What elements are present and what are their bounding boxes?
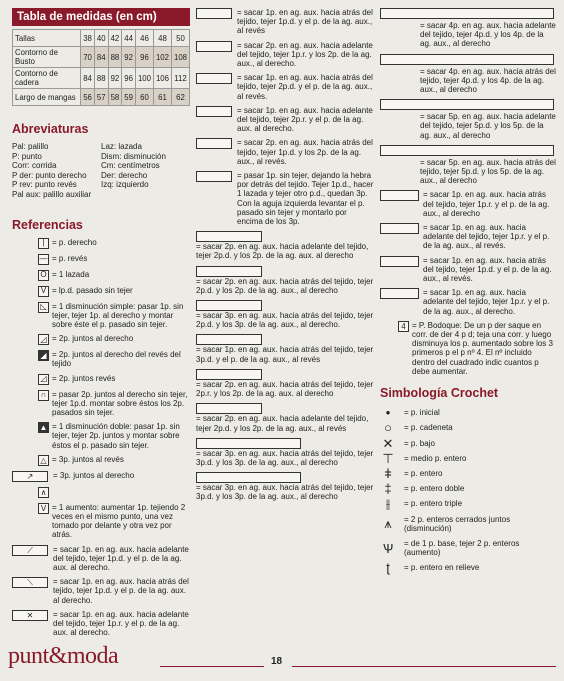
brand-logo: punt&moda	[8, 643, 119, 669]
cable-item	[196, 138, 374, 166]
reference-item	[12, 487, 190, 498]
cable-symbol-icon	[380, 190, 419, 201]
abbreviation-item: Pal aux: palillo auxiliar	[12, 189, 92, 199]
crochet-text: = p. entero en relieve	[404, 563, 480, 573]
cable-item	[380, 8, 556, 49]
crochet-symbol-list	[380, 405, 556, 576]
reference-text: = p. revés	[52, 253, 88, 263]
crochet-text: = p. entero doble	[404, 484, 465, 494]
crochet-text: = p. bajo	[404, 438, 435, 448]
crochet-item	[380, 481, 556, 497]
size-cell: 100	[135, 68, 153, 89]
size-cell: 60	[135, 89, 153, 106]
cable-item	[196, 334, 374, 363]
size-cell: 61	[153, 89, 171, 106]
reference-item	[12, 350, 190, 368]
crochet-symbol-icon: ○	[384, 420, 392, 436]
cable-text: = sacar 1p. en ag. aux. hacia atrás del tejido, tejer 1p.r. y el p. de la ag. aux., al derecho	[423, 190, 550, 218]
abbreviation-item	[101, 190, 190, 200]
stitch-symbol-icon: ◺	[38, 302, 49, 313]
reference-text: = pasar 2p. juntos al derecho sin tejer, tejer 1p.d. montar sobre éstos los 2p. pasados sin tejer.	[52, 389, 188, 417]
stitch-symbol-icon: ↗	[12, 471, 48, 482]
stitch-symbol-icon: ◿	[38, 374, 49, 385]
size-cell: 38	[81, 30, 95, 47]
abbreviation-item: Cm: centímetros	[101, 161, 160, 171]
size-cell: 40	[94, 30, 108, 47]
crochet-symbol-icon: ǂ	[384, 465, 392, 481]
cable-symbol-icon	[380, 223, 419, 234]
cable-symbol-icon	[196, 403, 262, 414]
stitch-symbol-icon: ✕	[12, 610, 48, 621]
cable-text: = pasar 1p. sin tejer, dejando la hebra por detrás del tejido. Tejer 1p.d., hacer 1 lazada y tejer otro p.d., quedan 3p. Con la aguja izquierda levantar el p. pasado sin tejer y montarlo por encima de los 3p.	[237, 171, 374, 227]
size-table-row	[13, 30, 190, 47]
size-cell: 92	[122, 47, 136, 68]
crochet-symbol-icon: •	[385, 405, 391, 421]
cable-symbol-icon	[196, 266, 262, 277]
cable-item	[196, 266, 374, 295]
abbreviations-list	[12, 142, 190, 200]
size-row-label: Contorno de Busto	[13, 47, 81, 68]
references-title: Referencias	[12, 217, 83, 232]
cable-symbol-icon	[196, 41, 232, 52]
cable-text: = sacar 3p. en ag. aux. hacia atrás del tejido, tejer 3p.d. y los 3p. de la ag. aux., al derecho	[196, 483, 374, 502]
size-cell: 42	[108, 30, 122, 47]
crochet-symbol-icon: ‡	[384, 481, 392, 497]
crochet-item	[380, 420, 556, 436]
crochet-text: = p. inicial	[404, 408, 440, 418]
size-cell: 92	[108, 68, 122, 89]
footer-rule-right	[292, 666, 556, 667]
stitch-symbol-icon: ◢	[38, 350, 49, 361]
cable-item	[196, 369, 374, 398]
cable-text: = sacar 5p. en ag. aux. hacia atrás del tejido, tejer 5p.d. y los 5p. de la ag. aux., al derecho	[420, 157, 556, 186]
abbreviation-item: Corr: corrida	[12, 161, 57, 171]
reference-item	[12, 270, 190, 281]
reference-item	[12, 610, 190, 638]
crochet-symbol-icon: ⫲	[385, 496, 391, 512]
reference-item	[12, 471, 190, 482]
cable-symbol-icon	[196, 438, 301, 449]
cable-symbol-icon	[380, 54, 554, 65]
cable-item	[380, 54, 556, 95]
crochet-symbol-icon: Ѱ	[382, 540, 394, 556]
reference-item	[12, 238, 190, 249]
reference-text: = 1 lazada	[52, 269, 90, 279]
abbreviation-item: Dism: disminución	[101, 151, 166, 161]
crochet-text: = de 1 p. base, tejer 2 p. enteros (aumento)	[404, 538, 520, 558]
cable-text: = sacar 3p. en ag. aux. hacia atrás del tejido, tejer 3p.d. y los 3p. de la ag. aux., al derecho	[196, 448, 374, 467]
abbreviations-left	[12, 142, 101, 200]
crochet-item	[380, 405, 556, 421]
abbreviations-title: Abreviaturas	[12, 122, 89, 136]
stitch-symbol-icon: ◿	[38, 334, 49, 345]
abbreviation-item: Pal: palillo	[12, 142, 49, 151]
reference-text: = sacar 1p. en ag. aux. hacia adelante del tejido, tejer 1p.d. y el p. de la ag. aux. al derecho.	[53, 544, 189, 573]
stitch-symbol-icon: ∩	[38, 390, 49, 401]
abbreviation-item: Laz: lazada	[101, 142, 142, 151]
cable-item	[196, 300, 374, 329]
reference-item	[12, 254, 190, 265]
cable-item	[380, 145, 556, 186]
size-cell: 112	[171, 68, 189, 89]
cable-text: = sacar 5p. en ag. aux. hacia adelante del tejido, tejer 5p.d. y los 5p. de la ag. aux., al derecho	[420, 112, 556, 140]
size-row-label: Tallas	[13, 30, 81, 47]
reference-item	[12, 390, 190, 418]
stitch-symbol-icon: O	[38, 270, 49, 281]
size-cell: 108	[171, 47, 189, 68]
size-cell: 96	[135, 47, 153, 68]
cable-symbol-icon	[380, 145, 554, 156]
footer-rule-left	[160, 666, 264, 667]
cable-item	[196, 403, 374, 432]
abbreviations-right	[101, 142, 190, 200]
crochet-item	[380, 539, 556, 557]
size-cell: 84	[94, 47, 108, 68]
cable-symbol-icon	[196, 300, 262, 311]
cable-item	[380, 256, 556, 284]
crochet-text: = medio p. entero	[404, 453, 467, 463]
size-row-label: Largo de mangas	[13, 89, 81, 106]
cable-text: = sacar 4p. en ag. aux. hacia adelante del tejido, tejer 4p.d. y los 4p. de la ag. aux., al derecho	[420, 21, 556, 49]
reference-item	[12, 286, 190, 297]
cable-item	[196, 106, 374, 134]
crochet-item	[380, 560, 556, 576]
cable-symbol-icon	[196, 334, 262, 345]
stitch-symbol-icon: ⟍	[12, 577, 48, 588]
crochet-text: = p. entero triple	[404, 499, 463, 509]
cable-symbol-icon	[380, 99, 554, 110]
size-cell: 56	[81, 89, 95, 106]
middle-column	[196, 8, 374, 507]
cable-text: = sacar 2p. en ag. aux. hacia atrás del tejido, tejer 2p.d. y los 2p. de la ag. aux., al derecho	[196, 276, 374, 295]
reference-text: = 2p. juntos al derecho del revés del tejido	[52, 350, 181, 369]
cable-item	[196, 231, 374, 260]
reference-text: = lp.d. pasado sin tejer	[52, 285, 133, 295]
cable-item	[196, 171, 374, 226]
cable-text: = sacar 1p. en ag. aux. hacia atrás del tejido, tejer 3p.d. y el p. de la ag. aux., al revés	[196, 345, 374, 364]
cable-text: = sacar 1p. en ag. aux. hacia adelante del tejido, tejer 1p.r. y el p. de la ag. aux., al revés.	[423, 223, 550, 251]
size-table-row	[13, 89, 190, 106]
crochet-symbol-icon: ⊤	[382, 450, 394, 466]
reference-item	[12, 374, 190, 385]
cable-item	[380, 99, 556, 140]
reference-text: = p. derecho	[52, 237, 97, 247]
size-table	[12, 29, 190, 106]
cable-symbol-icon	[196, 73, 232, 84]
crochet-text: = 2 p. enteros cerrados juntos (disminución)	[404, 514, 511, 533]
page-number: 18	[271, 656, 283, 667]
cable-item	[196, 41, 374, 69]
cable-text: = sacar 2p. en ag. aux. hacia atrás del tejido, tejer 2p.r. y los 2p. de la ag. aux. al derecho	[196, 379, 374, 399]
cable-text: = sacar 4p. en ag. aux. hacia atrás del tejido, tejer 4p.d. y los 4p. de la ag. aux., al derecho	[420, 66, 556, 95]
cable-text: = P. Bodoque: De un p der saque en corr. de der 4 p d; teja una corr. y luego disminuya los p. aumentado sobre los 3 primeros p el p nº 4. El nº incluido dentro del cuadrado indic cuantos p debe aumentar.	[412, 320, 553, 376]
cable-symbol-icon	[196, 472, 301, 483]
abbreviation-item: P der: punto derecho	[12, 170, 87, 180]
stitch-symbol-icon: |	[38, 238, 49, 249]
size-row-label: Contorno de cadera	[13, 68, 81, 89]
abbreviation-item: P rev: punto revés	[12, 180, 77, 190]
reference-item	[12, 302, 190, 330]
cable-text: = sacar 2p. en ag. aux. hacia adelante del tejido, tejer 2p.d. y los 2p. de la ag. aux. al derecho	[196, 242, 369, 261]
cable-symbol-icon	[196, 171, 232, 182]
cable-item	[196, 73, 374, 101]
cable-item	[196, 8, 374, 36]
cable-text: = sacar 1p. en ag. aux. hacia adelante del tejido, tejer 2p.r. y el p. de la ag. aux. al derecho.	[237, 105, 373, 134]
size-table-row	[13, 68, 190, 89]
references-list	[12, 238, 190, 638]
crochet-item	[380, 496, 556, 512]
reference-item	[12, 577, 190, 605]
cable-text: = sacar 2p. en ag. aux. hacia adelante del tejido, tejer 2p.d. y los 2p. de la ag. aux., al revés	[196, 414, 369, 433]
right-column	[380, 8, 556, 579]
crochet-symbol-icon: ✕	[382, 435, 394, 451]
abbreviation-item: Der: derecho	[101, 170, 148, 180]
abbreviation-item: Izq: izquierdo	[101, 180, 149, 190]
cable-text: = sacar 1p. en ag. aux. hacia atrás del tejido, tejer 1p.d. y el p. de la ag. aux., al revés	[237, 8, 373, 36]
size-cell: 88	[108, 47, 122, 68]
reference-item	[12, 503, 190, 540]
cable-item	[380, 190, 556, 218]
cable-list-right	[380, 8, 556, 376]
cable-item	[380, 321, 556, 376]
reference-text: = 2p. juntos al derecho	[52, 334, 134, 344]
cable-symbol-icon	[196, 106, 232, 117]
stitch-symbol-icon: ▲	[39, 423, 48, 433]
size-cell: 50	[171, 30, 189, 47]
size-cell: 46	[135, 30, 153, 47]
cable-text: = sacar 1p. en ag. aux. hacia atrás del tejido, tejer 2p.d. y el p. de la ag. aux., al revés.	[237, 73, 373, 101]
cable-item	[380, 288, 556, 316]
stitch-symbol-icon: ⟋	[12, 545, 48, 556]
size-cell: 44	[122, 30, 136, 47]
size-cell: 57	[94, 89, 108, 106]
size-cell: 70	[81, 47, 95, 68]
reference-item	[12, 455, 190, 466]
abbreviation-item: P: punto	[12, 151, 42, 161]
reference-text: = 3p. juntos al revés	[52, 454, 124, 464]
crochet-text: = p. entero	[404, 468, 443, 478]
cable-symbol-icon	[380, 8, 554, 19]
cable-text: = sacar 1p. en ag. aux. hacia atrás del tejido, tejer 1p.d. y el p. de la ag. aux., al revés.	[423, 255, 552, 284]
reference-item	[12, 334, 190, 345]
cable-symbol-icon	[196, 231, 262, 242]
size-cell: 48	[153, 30, 171, 47]
crochet-item	[380, 515, 556, 533]
crochet-symbol-icon: ʈ	[386, 560, 390, 576]
cable-item	[196, 438, 374, 467]
reference-text: = 2p. juntos revés	[52, 373, 116, 383]
reference-text: = 3p. juntos al derecho	[53, 470, 135, 480]
stitch-symbol-icon: ∧	[38, 487, 49, 498]
reference-text: = 1 aumento: aumentar 1p. tejiendo 2 veces en el mismo punto, una vez tomado por delante y otra vez por atrás.	[52, 502, 186, 540]
size-cell: 106	[153, 68, 171, 89]
size-cell: 96	[122, 68, 136, 89]
cable-text: = sacar 3p. en ag. aux. hacia atrás del tejido, tejer 2p.d. y los 3p. de la ag. aux., al derecho.	[196, 311, 374, 330]
reference-text: = 1 disminución simple: pasar 1p. sin tejer, tejer 1p. al derecho y montar sobre éste el p. pasado sin tejer.	[52, 301, 184, 329]
size-cell: 59	[122, 89, 136, 106]
cable-symbol-icon	[380, 256, 419, 267]
crochet-item	[380, 450, 556, 466]
crochet-item	[380, 465, 556, 481]
stitch-symbol-icon: △	[38, 455, 49, 466]
cable-symbol-icon	[196, 369, 262, 380]
size-cell: 84	[81, 68, 95, 89]
left-column	[12, 0, 190, 642]
bobble-symbol-icon: 4	[398, 321, 409, 332]
size-cell: 62	[171, 89, 189, 106]
reference-text: = sacar 1p. en ag. aux. hacia adelante del tejido, tejer 1p.r. y el p. de la ag. aux. al derecho.	[53, 609, 189, 638]
cable-symbol-icon	[380, 288, 419, 299]
cable-symbol-icon	[196, 8, 232, 19]
reference-text: = 1 disminución doble: pasar 1p. sin tejer, tejer 2p. juntos y montar sobre éstos el p. pasado sin tejer.	[52, 422, 180, 450]
size-cell: 88	[94, 68, 108, 89]
cable-list-middle	[196, 8, 374, 502]
crochet-symbol-icon: ⩚	[384, 516, 392, 532]
cable-text: = sacar 2p. en ag. aux. hacia adelante del tejido, tejer 1p.r. y los 2p. de la ag. aux., al derecho.	[237, 40, 373, 69]
stitch-symbol-icon: —	[39, 254, 48, 264]
cable-symbol-icon	[196, 138, 232, 149]
cable-item	[196, 472, 374, 501]
crochet-item	[380, 435, 556, 451]
size-cell: 58	[108, 89, 122, 106]
cable-item	[380, 223, 556, 251]
size-table-row	[13, 47, 190, 68]
size-table-title: Tabla de medidas (en cm)	[12, 8, 190, 26]
stitch-symbol-icon: V	[38, 503, 49, 514]
reference-item	[12, 422, 190, 450]
crochet-text: = p. cadeneta	[404, 423, 453, 433]
cable-text: = sacar 1p. en ag. aux. hacia adelante del tejido, tejer 1p.r. y el p. de la ag. aux., al derecho.	[423, 288, 550, 316]
cable-text: = sacar 2p. en ag. aux. hacia atrás del tejido, tejer 1p.d. y los 2p. de la ag. aux., al revés.	[237, 138, 373, 166]
reference-text: = sacar 1p. en ag. aux. hacia atrás del tejido, tejer 1p.d. y el p. de la ag. aux. al derecho.	[53, 577, 189, 605]
reference-item	[12, 545, 190, 573]
size-cell: 102	[153, 47, 171, 68]
stitch-symbol-icon: V	[38, 286, 49, 297]
crochet-title: Simbología Crochet	[380, 386, 499, 401]
